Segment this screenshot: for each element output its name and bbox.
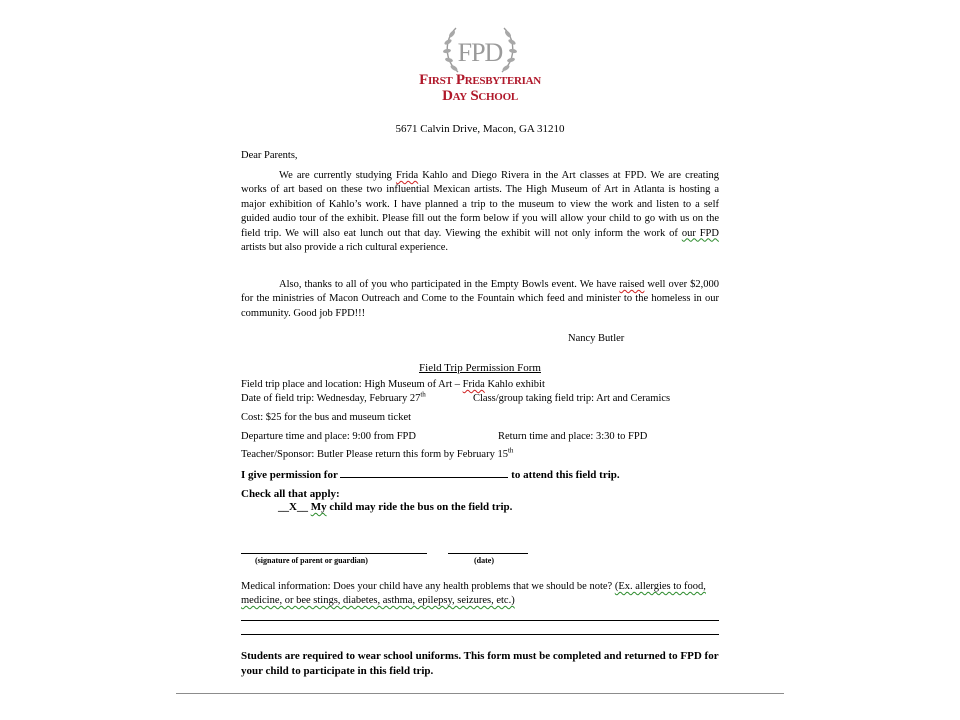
form-teacher-sponsor: Teacher/Sponsor: Butler Please return this form by February 15th [241,446,514,460]
logo-initials: FPD [457,38,503,67]
date-signature-line[interactable] [448,553,528,554]
form-class-group: Class/group taking field trip: Art and Ceramics [473,393,671,404]
form-trip-date: Date of field trip: Wednesday, February 27th [241,390,426,404]
grammar-check-our-fpd: our FPD [681,227,719,239]
spellcheck-raised: raised [619,279,645,290]
child-name-field[interactable] [340,467,508,478]
form-return: Return time and place: 3:30 to FPD [498,431,648,442]
letter-paragraph-2: Also, thanks to all of you who participated in the Empty Bowls event. We have raised well over $2,000 for the ministries of Macon Outreach and Come to the Fountain which feed and minister to the homeless in our community. Good job FPD!!! [241,279,719,319]
medical-answer-line-2[interactable] [241,634,719,635]
school-address: 5671 Calvin Drive, Macon, GA 31210 [395,123,565,135]
date-caption: (date) [474,556,494,565]
spellcheck-frida: Frida [395,170,419,181]
letter-signature: Nancy Butler [568,333,625,344]
form-permission-line: I give permission for to attend this field trip. [241,469,620,481]
letter-greeting: Dear Parents, [241,150,298,161]
form-cost: Cost: $25 for the bus and museum ticket [241,412,412,423]
form-check-all-label: Check all that apply: [241,488,340,500]
slide-divider [176,693,784,694]
form-footer-note: Students are required to wear school uniforms. This form must be completed and returned to FPD for your child to participate in this field trip. [241,650,719,677]
school-name-line1: First Presbyterian [419,72,541,88]
school-name-line2: Day School [442,88,518,104]
form-medical-info: Medical information: Does your child have any health problems that we should be note? (Ex. allergies to food, medicine, or bee stings, diabetes, asthma, epilepsy, seizures, etc.) [241,581,706,606]
medical-answer-line-1[interactable] [241,620,719,621]
form-trip-place: Field trip place and location: High Museum of Art – Frida Kahlo exhibit [241,379,545,390]
form-title: Field Trip Permission Form [419,362,541,374]
letter-paragraph-1: We are currently studying Frida Kahlo and Diego Rivera in the Art classes at FPD. We are creating works of art based on these two influential Mexican artists. The High Museum of Art in Atlanta is hosting a major exhibition of Kahlo’s work. I have planned a trip to the museum to view the work and listen to a self guided audio tour of the exhibit. Please fill out the form below if you will allow your child to go with us on the field trip. We will also eat lunch out that day. Viewing the exhibit will not only inform the work of our FPD artists but also provide a rich cultural experience. [241,170,719,254]
bus-permission-option[interactable]: __X__ My child may ride the bus on the field trip. [278,501,513,513]
form-departure: Departure time and place: 9:00 from FPD [241,431,416,442]
signature-caption: (signature of parent or guardian) [255,556,368,565]
school-logo [400,20,560,110]
bus-checkbox-mark[interactable]: __X__ [278,501,308,513]
parent-signature-line[interactable] [241,553,427,554]
